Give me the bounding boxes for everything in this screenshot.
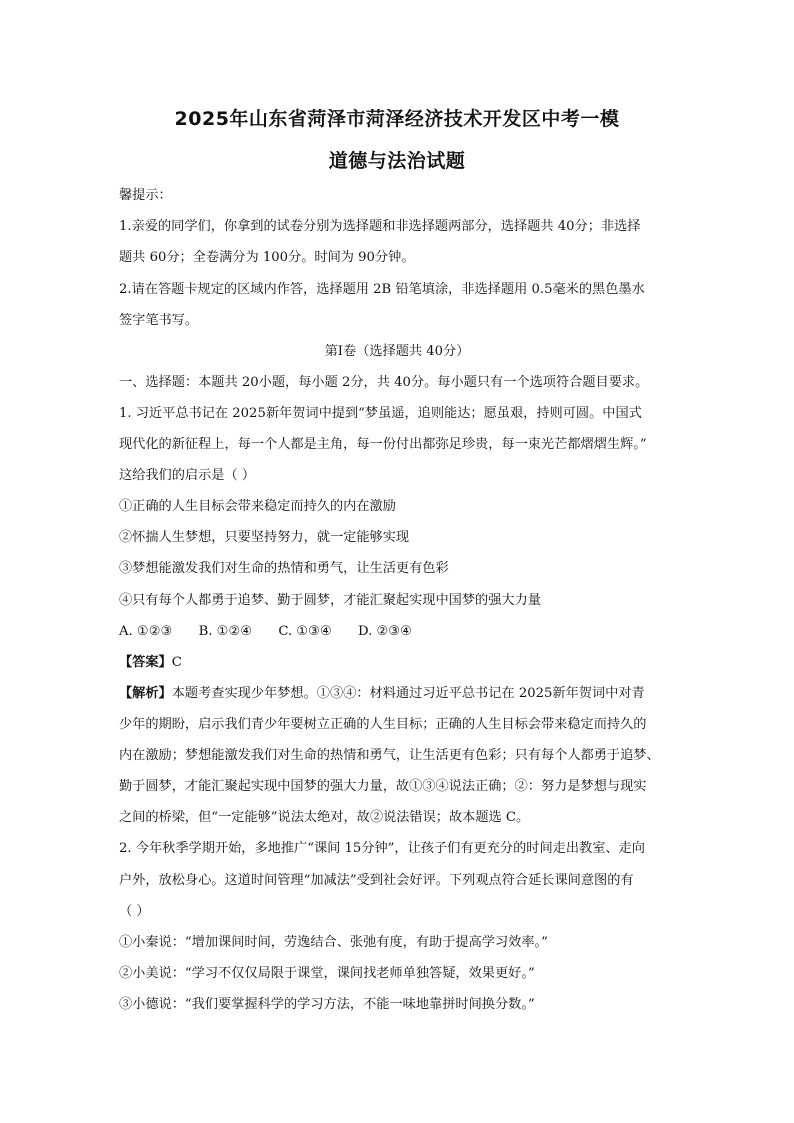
- q1-analysis-line-1: [119, 685, 689, 703]
- q2-stem-line-2: 户外，放松身心。这道时间管理“加减法”受到社会好评。下列观点符合延长课间意图的有: [119, 873, 634, 888]
- notice-line-3: 2.请在答题卡规定的区域内作答，选择题用 2B 铅笔填涂，非选择题用 0.5毫米的黑色墨水: [119, 282, 645, 297]
- q1-choices: [119, 623, 689, 641]
- answer-value: C: [171, 655, 182, 670]
- q1-option-4: ④只有每个人都勇于追梦、勤于圆梦，才能汇聚起实现中国梦的强大力量: [119, 593, 541, 608]
- q1-analysis-line-5: 之间的桥梁，但“一定能够”说法太绝对，故②说法错误；故本题选 C。: [119, 810, 530, 825]
- q2-option-3: ③小德说：“我们要掌握科学的学习方法，不能一味地靠拼时间换分数。”: [119, 997, 535, 1012]
- q2-stem-line-3: （ ）: [119, 904, 150, 919]
- q1-answer: [119, 654, 689, 672]
- q1-analysis-line-2: 少年的期盼，启示我们青少年要树立正确的人生目标；正确的人生目标会带来稳定而持久的: [119, 717, 647, 732]
- q2-stem-line-1: 2. 今年秋季学期开始，多地推广“课间 15分钟”，让孩子们有更充分的时间走出教室、走向: [119, 841, 645, 856]
- q1-option-3: ③梦想能激发我们对生命的热情和勇气，让生活更有色彩: [119, 561, 449, 576]
- q2-option-1: ①小秦说：“增加课间时间，劳逸结合、张弛有度，有助于提高学习效率。”: [119, 935, 548, 950]
- q1-stem-line-2: 现代化的新征程上，每一个人都是主角，每一份付出都弥足珍贵，每一束光芒都熠熠生辉。”: [119, 437, 647, 452]
- notice-line-2: 题共 60分；全卷满分为 100分。时间为 90分钟。: [119, 250, 415, 265]
- q1-choice-c: C. ①③④: [278, 624, 332, 639]
- section-heading: 第Ⅰ卷（选择题共 40分）: [324, 344, 470, 359]
- notice-line-1: 1.亲爱的同学们，你拿到的试卷分别为选择题和非选择题两部分，选择题共 40分；非选择: [119, 219, 641, 234]
- answer-label: 【答案】: [119, 655, 172, 670]
- q1-option-1: ①正确的人生目标会带来稳定而持久的内在激励: [119, 499, 396, 514]
- analysis-label: 【解析】: [119, 686, 172, 701]
- q1-choice-b: B. ①②④: [198, 624, 253, 639]
- q2-option-2: ②小美说：“学习不仅仅局限于课堂，课间找老师单独答疑，效果更好。”: [119, 966, 535, 981]
- q1-stem-line-1: 1. 习近平总书记在 2025新年贺词中提到“梦虽遥，追则能达；愿虽艰，持则可圆。中国式: [119, 406, 642, 421]
- q1-choice-a: A. ①②③: [119, 624, 173, 639]
- notice-line-4: 签字笔书写。: [119, 313, 199, 328]
- q1-analysis-line-3: 内在激励；梦想能激发我们对生命的热情和勇气，让生活更有色彩；只有每个人都勇于追梦、: [119, 748, 660, 763]
- exam-subtitle: 道德与法治试题: [328, 150, 466, 172]
- q1-stem-line-3: 这给我们的启示是（ ）: [119, 468, 256, 483]
- q1-option-2: ②怀揣人生梦想，只要坚持努力，就一定能够实现: [119, 530, 410, 545]
- exam-title: 2025年山东省菏泽市菏泽经济技术开发区中考一模: [174, 108, 620, 130]
- section-instruction: 一、选择题：本题共 20小题，每小题 2分，共 40分。每小题只有一个选项符合题目要求。: [119, 375, 649, 390]
- notice-label: 馨提示：: [119, 188, 172, 203]
- analysis-text-1: 本题考查实现少年梦想。①③④：材料通过习近平总书记在 2025新年贺词中对青: [171, 686, 645, 701]
- q1-analysis-line-4: 勤于圆梦，才能汇聚起实现中国梦的强大力量，故①③④说法正确；②：努力是梦想与现实: [119, 779, 647, 794]
- q1-choice-d: D. ②③④: [358, 624, 412, 639]
